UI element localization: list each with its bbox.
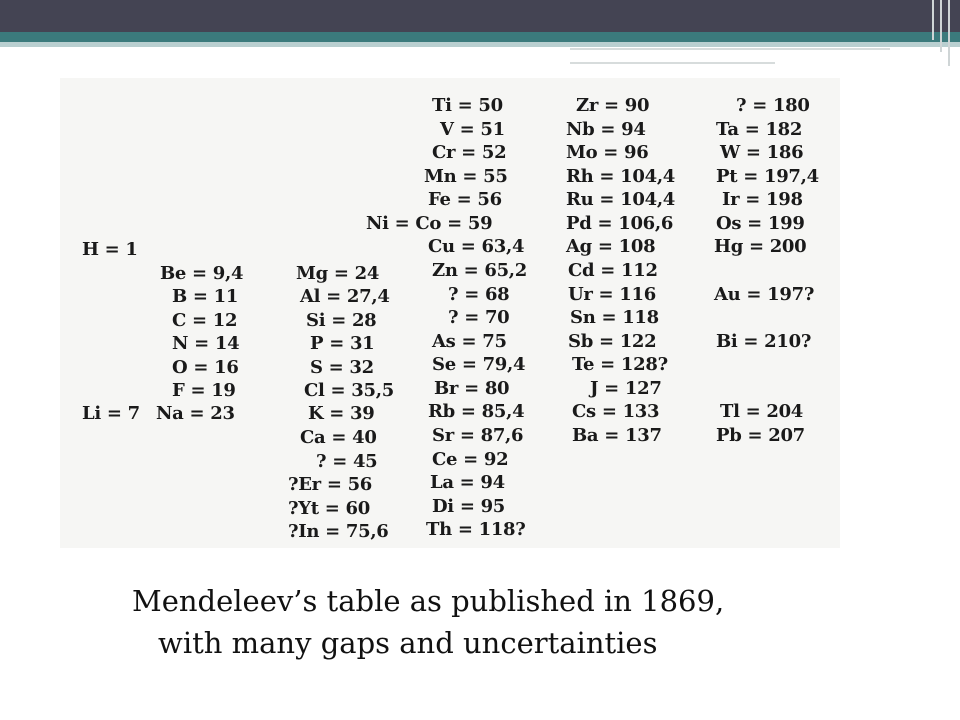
vertical-line [940, 0, 942, 52]
element-entry: Ru = 104,4 [566, 189, 676, 210]
caption-line-1: Mendeleev’s table as published in 1869, [132, 584, 725, 618]
element-entry: Cd = 112 [568, 260, 658, 281]
element-entry: Sr = 87,6 [432, 425, 524, 446]
element-entry: N = 14 [172, 333, 240, 354]
element-entry: Pd = 106,6 [566, 213, 674, 234]
element-entry: Br = 80 [434, 378, 510, 399]
element-entry: K = 39 [308, 403, 375, 424]
element-entry: Li = 7 [82, 403, 140, 424]
element-entry: Zr = 90 [576, 95, 650, 116]
element-entry: ?Yt = 60 [288, 498, 370, 519]
element-entry: As = 75 [432, 331, 507, 352]
element-entry: Au = 197? [714, 284, 815, 305]
element-entry: Ti = 50 [432, 95, 503, 116]
element-entry: Di = 95 [432, 496, 506, 517]
periodic-table-image [60, 78, 840, 548]
vertical-line [932, 0, 934, 40]
accent-line [0, 42, 960, 47]
divider-line [570, 48, 890, 50]
element-entry: Hg = 200 [714, 236, 807, 257]
element-entry: Os = 199 [716, 213, 805, 234]
element-entry: Ca = 40 [300, 427, 377, 448]
element-entry: Te = 128? [572, 354, 668, 375]
element-entry: ?In = 75,6 [288, 521, 389, 542]
element-entry: Mg = 24 [296, 263, 380, 284]
element-entry: Nb = 94 [566, 119, 646, 140]
element-entry: C = 12 [172, 310, 238, 331]
element-entry: Sn = 118 [570, 307, 659, 328]
element-entry: ? = 70 [448, 307, 510, 328]
accent-bar [0, 32, 960, 42]
element-entry: Cs = 133 [572, 401, 660, 422]
element-entry: Sb = 122 [568, 331, 657, 352]
element-entry: Tl = 204 [720, 401, 804, 422]
element-entry: O = 16 [172, 357, 239, 378]
element-entry: Cu = 63,4 [428, 236, 525, 257]
element-entry: Be = 9,4 [160, 263, 244, 284]
element-entry: F = 19 [172, 380, 236, 401]
element-entry: Rh = 104,4 [566, 166, 676, 187]
element-entry: Ce = 92 [432, 449, 509, 470]
element-entry: Ni = Co = 59 [366, 213, 493, 234]
title-bar [0, 0, 960, 32]
vertical-line [948, 0, 950, 66]
element-entry: Pt = 197,4 [716, 166, 819, 187]
element-entry: H = 1 [82, 239, 138, 260]
element-entry: Zn = 65,2 [432, 260, 527, 281]
element-entry: Bi = 210? [716, 331, 812, 352]
element-entry: S = 32 [310, 357, 374, 378]
caption [132, 580, 892, 664]
element-entry: Si = 28 [306, 310, 377, 331]
element-entry: Th = 118? [426, 519, 526, 540]
element-entry: Mn = 55 [424, 166, 508, 187]
element-entry: Mo = 96 [566, 142, 649, 163]
element-entry: Ag = 108 [566, 236, 656, 257]
element-entry: La = 94 [430, 472, 505, 493]
element-entry: V = 51 [440, 119, 505, 140]
element-entry: ?Er = 56 [288, 474, 373, 495]
element-entry: J = 127 [590, 378, 662, 399]
element-entry: Pb = 207 [716, 425, 805, 446]
divider-line [570, 62, 775, 64]
element-entry: Na = 23 [156, 403, 235, 424]
element-entry: Ur = 116 [568, 284, 656, 305]
element-entry: ? = 45 [316, 451, 378, 472]
element-entry: W = 186 [720, 142, 804, 163]
caption-line-2: with many gaps and uncertainties [158, 626, 658, 660]
element-entry: Rb = 85,4 [428, 401, 525, 422]
element-entry: ? = 180 [736, 95, 810, 116]
element-entry: Ta = 182 [716, 119, 803, 140]
element-entry: Al = 27,4 [300, 286, 390, 307]
element-entry: Cl = 35,5 [304, 380, 394, 401]
element-entry: P = 31 [310, 333, 375, 354]
element-entry: Ba = 137 [572, 425, 662, 446]
element-entry: Ir = 198 [722, 189, 803, 210]
element-entry: B = 11 [172, 286, 239, 307]
element-entry: Fe = 56 [428, 189, 502, 210]
element-entry: Se = 79,4 [432, 354, 526, 375]
element-entry: Cr = 52 [432, 142, 507, 163]
element-entry: ? = 68 [448, 284, 510, 305]
